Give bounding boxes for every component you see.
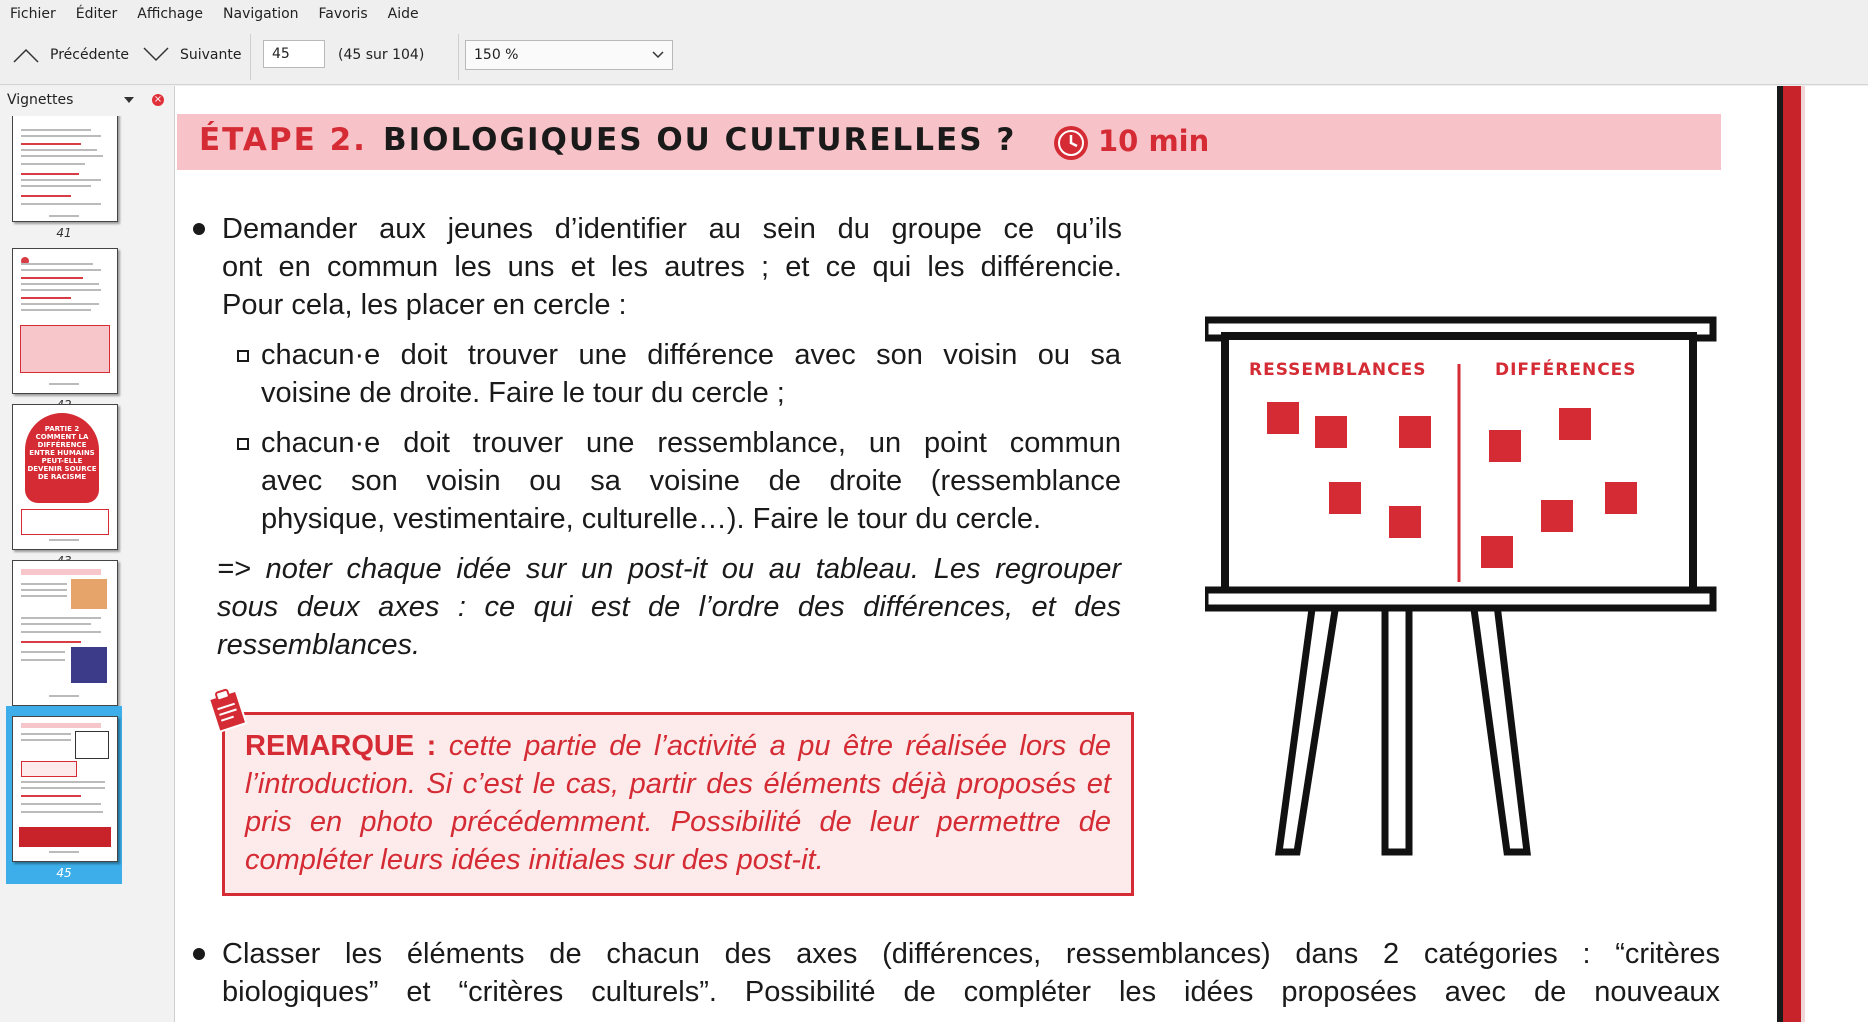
remark-box	[222, 712, 1134, 896]
thumbnail-page-42[interactable]	[12, 248, 118, 394]
text-line: physique, vestimentaire, culturelle…). Faire le tour du cercle.	[261, 503, 1042, 535]
paragraph	[222, 210, 1122, 324]
post-it-note	[1329, 482, 1361, 514]
toolbar	[0, 28, 1868, 85]
paragraph	[261, 336, 1121, 412]
chevron-down-icon	[652, 41, 664, 69]
text-line: chacun·e doit trouver une différence avec son voisin ou sa	[261, 339, 1121, 371]
page-number-input[interactable]: 45	[263, 40, 325, 68]
thumbnail-label: 41	[56, 226, 72, 240]
easel-illustration	[1205, 226, 1735, 870]
post-it-note	[1389, 506, 1421, 538]
square-bullet-icon	[237, 438, 249, 450]
clock-icon	[1052, 124, 1090, 162]
menu-bar	[0, 0, 1868, 28]
step-banner	[177, 114, 1721, 170]
sidebar-header	[0, 86, 174, 114]
text-line: voisine de droite. Faire le tour du cercle ;	[261, 377, 785, 409]
post-it-note	[1489, 430, 1521, 462]
remark-body: cette partie de l’activité a pu être réalisée lors de l’introduction. Si c’est le cas, partir des éléments déjà proposés et pris en photo précédemment. Possibilité de leur permettre de compléter leurs idées initiales sur des post-it.	[245, 730, 1111, 876]
sidebar-title: Vignettes	[7, 92, 74, 108]
page-edge-red	[1783, 86, 1801, 1022]
menu-editer[interactable]: Éditer	[75, 6, 118, 22]
thumbnails-sidebar	[0, 86, 175, 1022]
easel-bottom-bar	[1205, 590, 1713, 608]
duration: 10 min	[1098, 124, 1210, 158]
clipboard-icon	[203, 684, 253, 734]
text-line: chacun·e doit trouver une ressemblance, un point commun	[261, 427, 1121, 459]
text-line: Classer les éléments de chacun des axes (différences, ressemblances) dans 2 catégories : “critères	[222, 938, 1720, 970]
post-it-note	[1399, 416, 1431, 448]
next-page-label: Suivante	[180, 47, 242, 63]
easel-leg-left	[1279, 572, 1341, 852]
remark-text	[245, 727, 1111, 879]
chevron-up-icon	[12, 45, 40, 65]
dropdown-arrow-icon[interactable]	[124, 97, 134, 103]
bullet-icon	[193, 948, 205, 960]
paragraph	[222, 935, 1720, 1011]
post-it-note	[1605, 482, 1637, 514]
menu-fichier[interactable]: Fichier	[10, 6, 56, 22]
note-paragraph	[217, 550, 1121, 664]
thumbnail-label: 45	[56, 866, 72, 880]
text-line: => noter chaque idée sur un post-it ou au tableau. Les regrouper	[217, 553, 1121, 585]
thumbnail-page-44[interactable]	[12, 560, 118, 706]
thumbnail-page-43[interactable]	[12, 404, 118, 550]
document-view[interactable]	[175, 86, 1868, 1022]
board-header-differences: DIFFÉRENCES	[1495, 360, 1637, 380]
step-title: BIOLOGIQUES OU CULTURELLES ?	[383, 122, 1017, 158]
cover-title: PARTIE 2 COMMENT LA DIFFÉRENCE ENTRE HUMAINS PEUT-ELLE DEVENIR SOURCE DE RACISME	[27, 425, 97, 481]
zoom-select[interactable]	[465, 40, 673, 70]
toolbar-separator	[458, 34, 459, 80]
next-page-button[interactable]	[142, 40, 242, 70]
chevron-down-icon	[142, 45, 170, 65]
menu-aide[interactable]: Aide	[387, 6, 419, 22]
easel-leg-right	[1469, 572, 1527, 852]
previous-page-label: Précédente	[50, 47, 130, 63]
menu-navigation[interactable]: Navigation	[223, 6, 299, 22]
thumbnail-page-41[interactable]	[12, 116, 118, 222]
remark-label: REMARQUE :	[245, 730, 437, 762]
menu-favoris[interactable]: Favoris	[318, 6, 368, 22]
text-line: ont en commun les uns et les autres ; et ce qui les différencie.	[222, 251, 1122, 283]
viewport-margin	[1805, 86, 1868, 1022]
post-it-note	[1267, 402, 1299, 434]
text-line: avec son voisin ou sa voisine de droite (ressemblance	[261, 465, 1121, 497]
previous-page-button[interactable]	[12, 40, 129, 70]
text-line: Pour cela, les placer en cercle :	[222, 289, 627, 321]
text-line: biologiques” et “critères culturels”. Possibilité de compléter les idées proposées avec de nouveaux	[222, 976, 1720, 1008]
text-line: Demander aux jeunes d’identifier au sein du groupe ce qu’ils	[222, 213, 1122, 245]
toolbar-separator	[250, 34, 251, 80]
text-line: sous deux axes : ce qui est de l’ordre des différences, et des	[217, 591, 1121, 623]
post-it-note	[1481, 536, 1513, 568]
text-line: ressemblances.	[217, 629, 421, 661]
close-icon[interactable]: ×	[153, 94, 163, 105]
thumbnail-page-45[interactable]	[12, 716, 118, 862]
easel-drawing	[1205, 226, 1735, 866]
bullet-icon	[193, 223, 205, 235]
paragraph	[261, 424, 1121, 538]
menu-affichage[interactable]: Affichage	[137, 6, 204, 22]
post-it-note	[1541, 500, 1573, 532]
step-number: ÉTAPE 2.	[199, 122, 367, 158]
post-it-note	[1315, 416, 1347, 448]
zoom-value: 150 %	[474, 47, 519, 63]
board-header-ressemblances: RESSEMBLANCES	[1249, 360, 1427, 380]
page-count-label: (45 sur 104)	[338, 47, 425, 63]
thumbnail-list[interactable]	[0, 116, 174, 1022]
post-it-note	[1559, 408, 1591, 440]
square-bullet-icon	[237, 350, 249, 362]
